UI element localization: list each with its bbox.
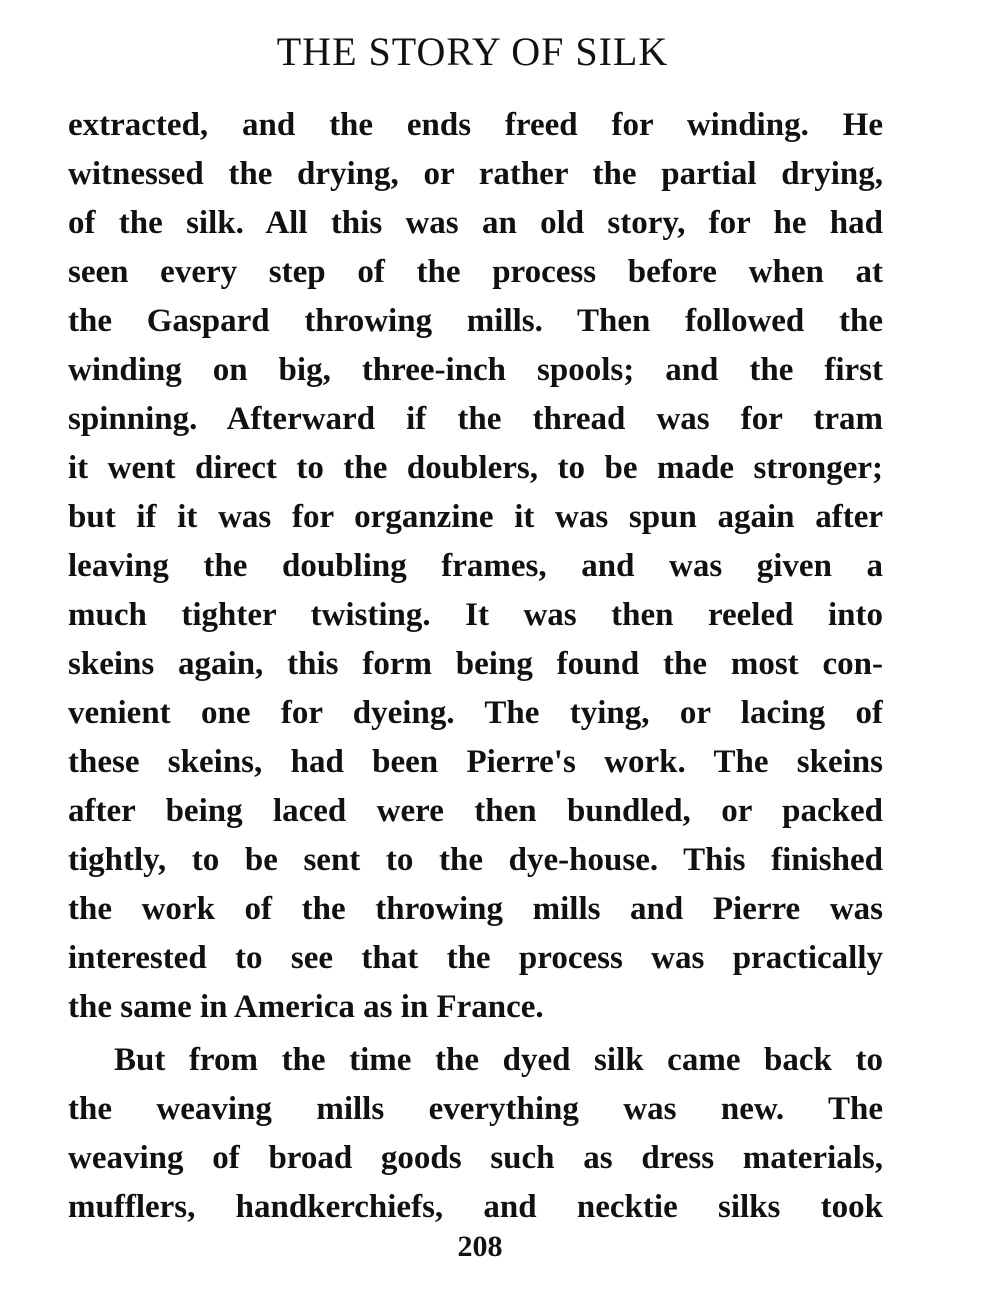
text-line: mufflers, handkerchiefs, and necktie silks took: [68, 1189, 883, 1225]
text-line: but if it was for organzine it was spun again after: [68, 499, 883, 535]
text-line: it went direct to the doublers, to be made stronger;: [68, 450, 883, 486]
text-line: witnessed the drying, or rather the partial drying,: [68, 156, 883, 192]
text-line: weaving of broad goods such as dress materials,: [68, 1140, 883, 1176]
text-line: skeins again, this form being found the most con-: [68, 646, 883, 682]
text-line: extracted, and the ends freed for winding. He: [68, 107, 883, 143]
text-line: seen every step of the process before when at: [68, 254, 883, 290]
text-line: much tighter twisting. It was then reeled into: [68, 597, 883, 633]
text-line: the same in America as in France.: [68, 989, 544, 1025]
body-text: [68, 101, 883, 1232]
text-line: after being laced were then bundled, or packed: [68, 793, 883, 829]
text-line: venient one for dyeing. The tying, or lacing of: [68, 695, 883, 731]
text-line: interested to see that the process was practically: [68, 940, 883, 976]
text-line: of the silk. All this was an old story, for he had: [68, 205, 883, 241]
text-line: the weaving mills everything was new. The: [68, 1091, 883, 1127]
text-line: the work of the throwing mills and Pierre was: [68, 891, 883, 927]
paragraph-2: [68, 1036, 883, 1232]
text-line: tightly, to be sent to the dye-house. This finished: [68, 842, 883, 878]
text-line: But from the time the dyed silk came back to: [114, 1042, 883, 1078]
text-line: these skeins, had been Pierre's work. The skeins: [68, 744, 883, 780]
text-line: leaving the doubling frames, and was given a: [68, 548, 883, 584]
text-line: spinning. Afterward if the thread was for tram: [68, 401, 883, 437]
text-line: winding on big, three-inch spools; and the first: [68, 352, 883, 388]
paragraph-1: [68, 101, 883, 1032]
text-line: the Gaspard throwing mills. Then followed the: [68, 303, 883, 339]
running-title: THE STORY OF SILK: [276, 29, 669, 74]
page-number: 208: [457, 1230, 503, 1263]
